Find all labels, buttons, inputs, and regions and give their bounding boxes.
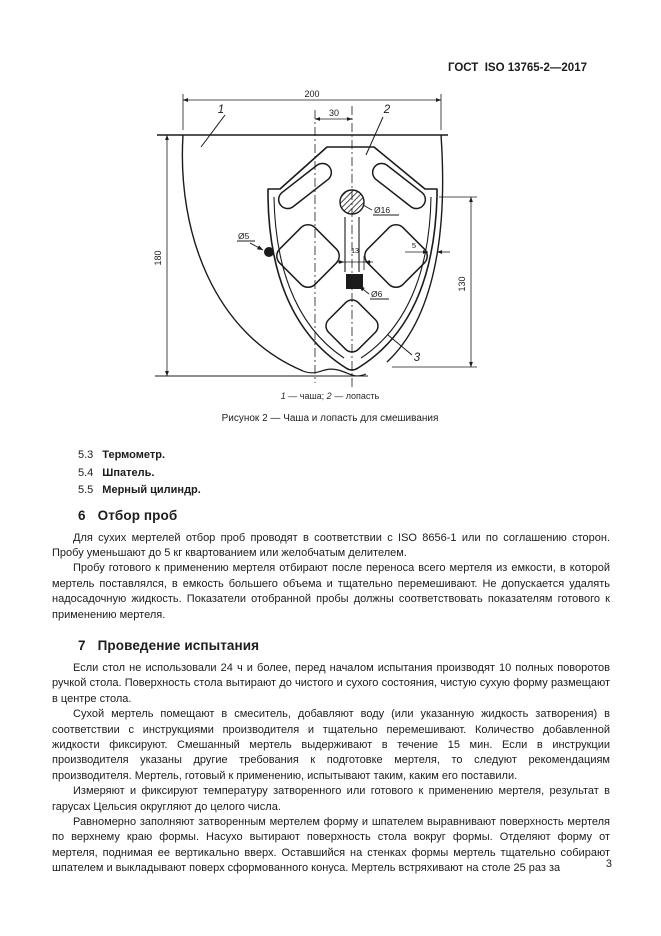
page-number: 3 [605, 858, 612, 870]
legend-part-2: 2 [326, 391, 332, 401]
section-6-paragraph: Для сухих мертелей отбор проб проводят в соответствии с ISO 8656-1 или по соглашению сторон. Пробу уменьшают до 5 кг квартованием или желобчатым делителем. [52, 531, 610, 559]
dim-hole-dia-label: Ø5 [238, 231, 250, 241]
part-2-label: 2 [383, 104, 391, 116]
dim-offset-label: 30 [328, 108, 340, 118]
clause-title: Термометр. [102, 449, 165, 461]
section-7-heading: 7 Проведение испытания [78, 637, 260, 653]
section-7-paragraph: Измеряют и фиксируют температуру затворенного или готового к применению мертеля, результат в гарусах Цельсия округляют до целого числа. [52, 785, 610, 813]
clause-5-4 [52, 465, 610, 483]
section-6-heading: 6 Отбор проб [78, 507, 178, 523]
section-7-paragraph: Равномерно заполняют затворенным мертелем форму и шпателем выравнивают поверхность мертеля по верхнему краю формы. Насухо вытирают поверхность стола вокруг формы. Отделяют форму от мертеля, поднимая ее вертикально вверх. Оставшийся на стенках формы мертель тщательно собирают шпателем и выкладывают поверх сформованного конуса. Мертель встряхивают на столе 25 раз за [52, 816, 610, 875]
section-6-paragraph: Пробу готового к применению мертеля отбирают после переноса всего мертеля из емкости, в которой мертель поставлялся, в емкость большего объема и тщательно перемешивают. Не допускается удалять надосадочную жидкость. Показатели отобранной пробы должны соответствовать показателям готового к применению мертеля. [52, 562, 610, 621]
clause-title: Шпатель. [102, 466, 155, 479]
clause-number: 5.5 [78, 484, 94, 496]
clause-number: 5.3 [78, 449, 94, 461]
dim-rim-label: 5 [411, 241, 417, 250]
clause-5-5 [52, 482, 610, 500]
part-3-label: 3 [413, 352, 421, 364]
blade-outline [264, 147, 437, 370]
figure-2-drawing [140, 85, 505, 395]
dim-blade-height-label: 130 [457, 276, 467, 292]
dim-shaft-dia-label: Ø16 [374, 205, 391, 215]
document-code: ГОСТ ISO 13765-2—2017 [447, 62, 587, 74]
document-body [52, 447, 610, 877]
figure-caption: Рисунок 2 — Чаша и лопасть для смешивания [221, 413, 439, 424]
clause-5-3 [52, 447, 610, 465]
dim-pin-dia-label: Ø6 [371, 289, 383, 299]
part-1-label: 1 [217, 104, 225, 116]
hole-section [264, 247, 274, 257]
dim-pin-offset-label: 13 [351, 248, 359, 255]
clause-title: Мерный цилиндр. [102, 484, 201, 496]
figure-legend: 1 — чаша; 2 — лопасть [280, 391, 380, 401]
legend-part-1: 1 [280, 391, 286, 401]
dim-width-label: 200 [304, 89, 320, 99]
section-7-paragraph: Сухой мертель помещают в смеситель, добавляют воду (или указанную жидкость затворения) в соответствии с инструкциями производителя и тщательно перемешивают. Количество добавленной жидкости фиксируют. Смешанный мертель выдерживают в течение 15 мин. Если в инструкции производителя указаны другие требования к подготовке мертеля, то следуют рекомендациям производителя. Мертель, готовый к применению, испытывают таким, каким его поставили. [52, 708, 610, 782]
dim-height-label: 180 [153, 250, 163, 266]
clause-number: 5.4 [78, 466, 94, 479]
section-7-paragraph: Если стол не использовали 24 ч и более, перед началом испытания производят 10 полных поворотов ручкой стола. Поверхность стола вытирают до чистого и сухого состояния, чистую сухую форму размещают в центре стола. [52, 661, 610, 705]
